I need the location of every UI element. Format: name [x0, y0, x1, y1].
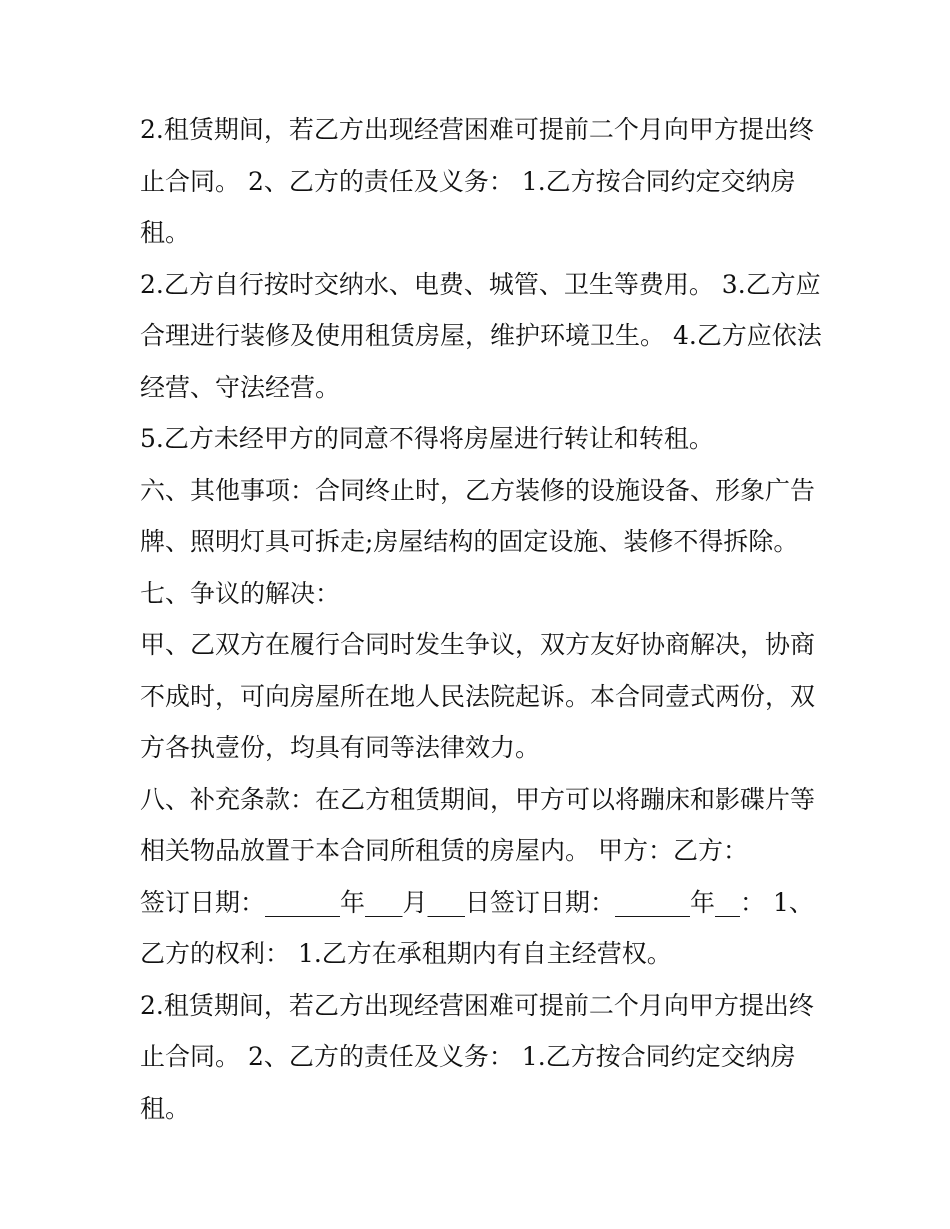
paragraph-no-sublease: 5.乙方未经甲方的同意不得将房屋进行转让和转租。	[140, 424, 714, 453]
paragraph-supplementary-terms: 八、补充条款：在乙方租赁期间，甲方可以将蹦床和影碟片等相关物品放置于本合同所租赁的房屋内。 甲方：乙方：	[140, 784, 816, 865]
paragraph-lease-termination: 2.租赁期间，若乙方出现经营困难可提前二个月向甲方提出终止合同。 2、乙方的责任及义务： 1.乙方按合同约定交纳房租。	[140, 115, 814, 247]
paragraph-dispute-heading: 七、争议的解决：	[140, 578, 341, 608]
document-body	[140, 104, 830, 1134]
paragraph-lease-termination-repeat: 2.租赁期间，若乙方出现经营困难可提前二个月向甲方提出终止合同。 2、乙方的责任及义务： 1.乙方按合同约定交纳房租。	[140, 990, 814, 1123]
paragraph-tenant-fees: 2.乙方自行按时交纳水、电费、城管、卫生等费用。 3.乙方应合理进行装修及使用租赁房屋，维护环境卫生。 4.乙方应依法经营、守法经营。	[140, 269, 822, 402]
paragraph-signing-date: 签订日期：______年___月___日签订日期：______年__： 1、乙方的权利： 1.乙方在承租期内有自主经营权。	[140, 887, 814, 968]
paragraph-dispute-resolution: 甲、乙双方在履行合同时发生争议，双方友好协商解决，协商不成时，可向房屋所在地人民法院起诉。本合同壹式两份，双方各执壹份，均具有同等法律效力。	[140, 630, 816, 762]
paragraph-other-matters: 六、其他事项：合同终止时，乙方装修的设施设备、形象广告牌、照明灯具可拆走;房屋结构的固定设施、装修不得拆除。	[140, 475, 816, 556]
